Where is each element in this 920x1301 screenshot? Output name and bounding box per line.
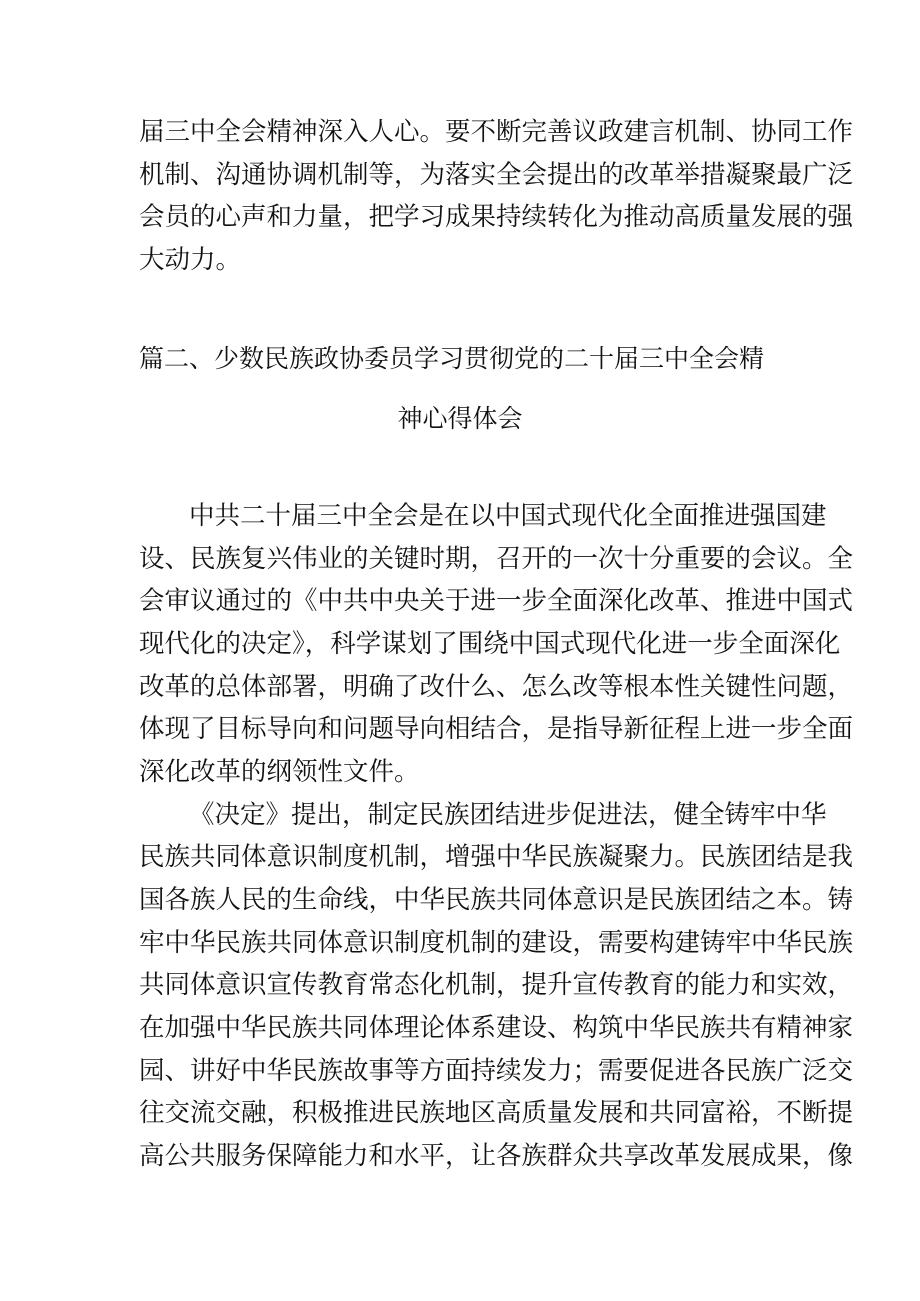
text-line: 机制、沟通协调机制等，为落实全会提出的改革举措凝聚最广泛 [139,160,854,190]
section-title-line1: 篇二、少数民族政协委员学习贯彻党的二十届三中全会精 [139,344,765,373]
text-line: 共同体意识宣传教育常态化机制，提升宣传教育的能力和实效， [139,970,854,1000]
text-line: 届三中全会精神深入人心。要不断完善议政建言机制、协同工作 [139,117,854,147]
text-line: 会员的心声和力量，把学习成果持续转化为推动高质量发展的强 [139,202,854,232]
text-line: 改革的总体部署，明确了改什么、怎么改等根本性关键性问题， [139,672,854,702]
text-line: 园、讲好中华民族故事等方面持续发力；需要促进各民族广泛交 [139,1056,854,1086]
text-line: 会审议通过的《中共中央关于进一步全面深化改革、推进中国式 [139,586,854,616]
text-line: 大动力。 [139,245,242,275]
text-line: 在加强中华民族共同体理论体系建设、构筑中华民族共有精神家 [139,1013,854,1043]
text-line: 高公共服务保障能力和水平，让各族群众共享改革发展成果，像 [139,1141,854,1171]
section-title-line2: 神心得体会 [397,404,523,433]
text-line: 体现了目标导向和问题导向相结合，是指导新征程上进一步全面 [139,714,854,744]
text-line: 深化改革的纲领性文件。 [139,757,420,787]
text-line: 设、民族复兴伟业的关键时期，召开的一次十分重要的会议。全 [139,544,854,574]
text-line: 中共二十届三中全会是在以中国式现代化全面推进强国建 [189,501,827,531]
text-line: 往交流交融，积极推进民族地区高质量发展和共同富裕，不断提 [139,1098,854,1128]
text-line: 《决定》提出，制定民族团结进步促进法，健全铸牢中华 [189,800,827,830]
text-line: 现代化的决定》，科学谋划了围绕中国式现代化进一步全面深化 [139,629,841,659]
text-line: 民族共同体意识制度机制，增强中华民族凝聚力。民族团结是我 [139,842,854,872]
text-line: 国各族人民的生命线，中华民族共同体意识是民族团结之本。铸 [139,885,854,915]
text-line: 牢中华民族共同体意识制度机制的建设，需要构建铸牢中华民族 [139,928,854,958]
